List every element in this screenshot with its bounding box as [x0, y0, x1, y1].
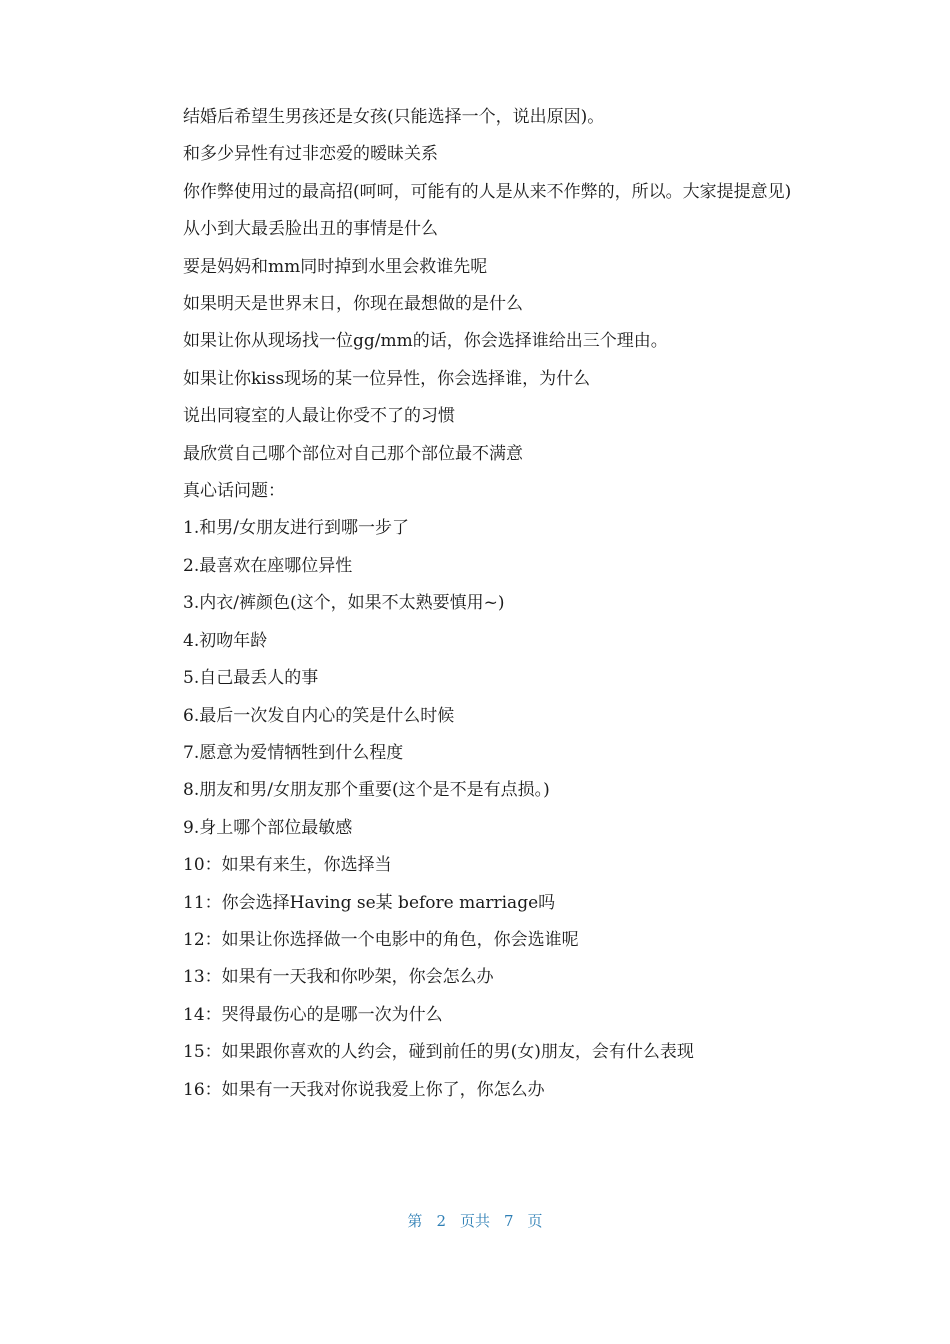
paragraph: 从小到大最丢脸出丑的事情是什么 [183, 219, 438, 240]
paragraph: 如果让你kiss现场的某一位异性，你会选择谁，为什么 [183, 368, 591, 389]
paragraph: 和多少异性有过非恋爱的暧昧关系 [183, 144, 438, 165]
footer-word-di: 第 [407, 1212, 423, 1230]
paragraph: 最欣赏自己哪个部位对自己那个部位最不满意 [183, 443, 523, 464]
list-item: 10：如果有来生，你选择当 [183, 855, 392, 876]
list-item: 15：如果跟你喜欢的人约会，碰到前任的男(女)朋友，会有什么表现 [183, 1042, 694, 1063]
list-item: 13：如果有一天我和你吵架，你会怎么办 [183, 967, 494, 988]
list-item: 1.和男/女朋友进行到哪一步了 [183, 518, 409, 539]
page-footer [0, 1210, 950, 1231]
list-item: 3.内衣/裤颜色(这个，如果不太熟要慎用~) [183, 593, 505, 614]
list-item: 16：如果有一天我对你说我爱上你了，你怎么办 [183, 1079, 545, 1100]
list-item: 11：你会选择Having se某 before marriage吗 [183, 892, 556, 913]
paragraph: 说出同寝室的人最让你受不了的习惯 [183, 406, 455, 427]
footer-word-ye: 页 [527, 1212, 543, 1230]
list-item: 4.初吻年龄 [183, 630, 268, 651]
list-item: 9.身上哪个部位最敏感 [183, 817, 353, 838]
paragraph: 你作弊使用过的最高招(呵呵，可能有的人是从来不作弊的，所以。大家提提意见) [183, 181, 792, 202]
list-item: 6.最后一次发自内心的笑是什么时候 [183, 705, 455, 726]
paragraph: 结婚后希望生男孩还是女孩(只能选择一个，说出原因)。 [183, 107, 605, 127]
list-item: 8.朋友和男/女朋友那个重要(这个是不是有点损。) [183, 780, 550, 801]
paragraph: 如果让你从现场找一位gg/mm的话，你会选择谁给出三个理由。 [183, 331, 668, 352]
footer-current-page: 2 [436, 1212, 446, 1230]
list-item: 7.愿意为爱情牺牲到什么程度 [183, 742, 404, 763]
paragraph: 要是妈妈和mm同时掉到水里会救谁先呢 [183, 256, 488, 277]
list-item: 14：哭得最伤心的是哪一次为什么 [183, 1004, 443, 1025]
paragraph: 如果明天是世界末日，你现在最想做的是什么 [183, 294, 523, 315]
document-body [145, 99, 810, 1109]
list-item: 5.自己最丢人的事 [183, 668, 319, 689]
list-item: 12：如果让你选择做一个电影中的角色，你会选谁呢 [183, 929, 579, 950]
section-heading: 真心话问题： [183, 481, 285, 502]
footer-word-ye-gong: 页共 [459, 1212, 490, 1230]
footer-total-pages: 7 [504, 1212, 514, 1230]
list-item: 2.最喜欢在座哪位异性 [183, 555, 353, 576]
